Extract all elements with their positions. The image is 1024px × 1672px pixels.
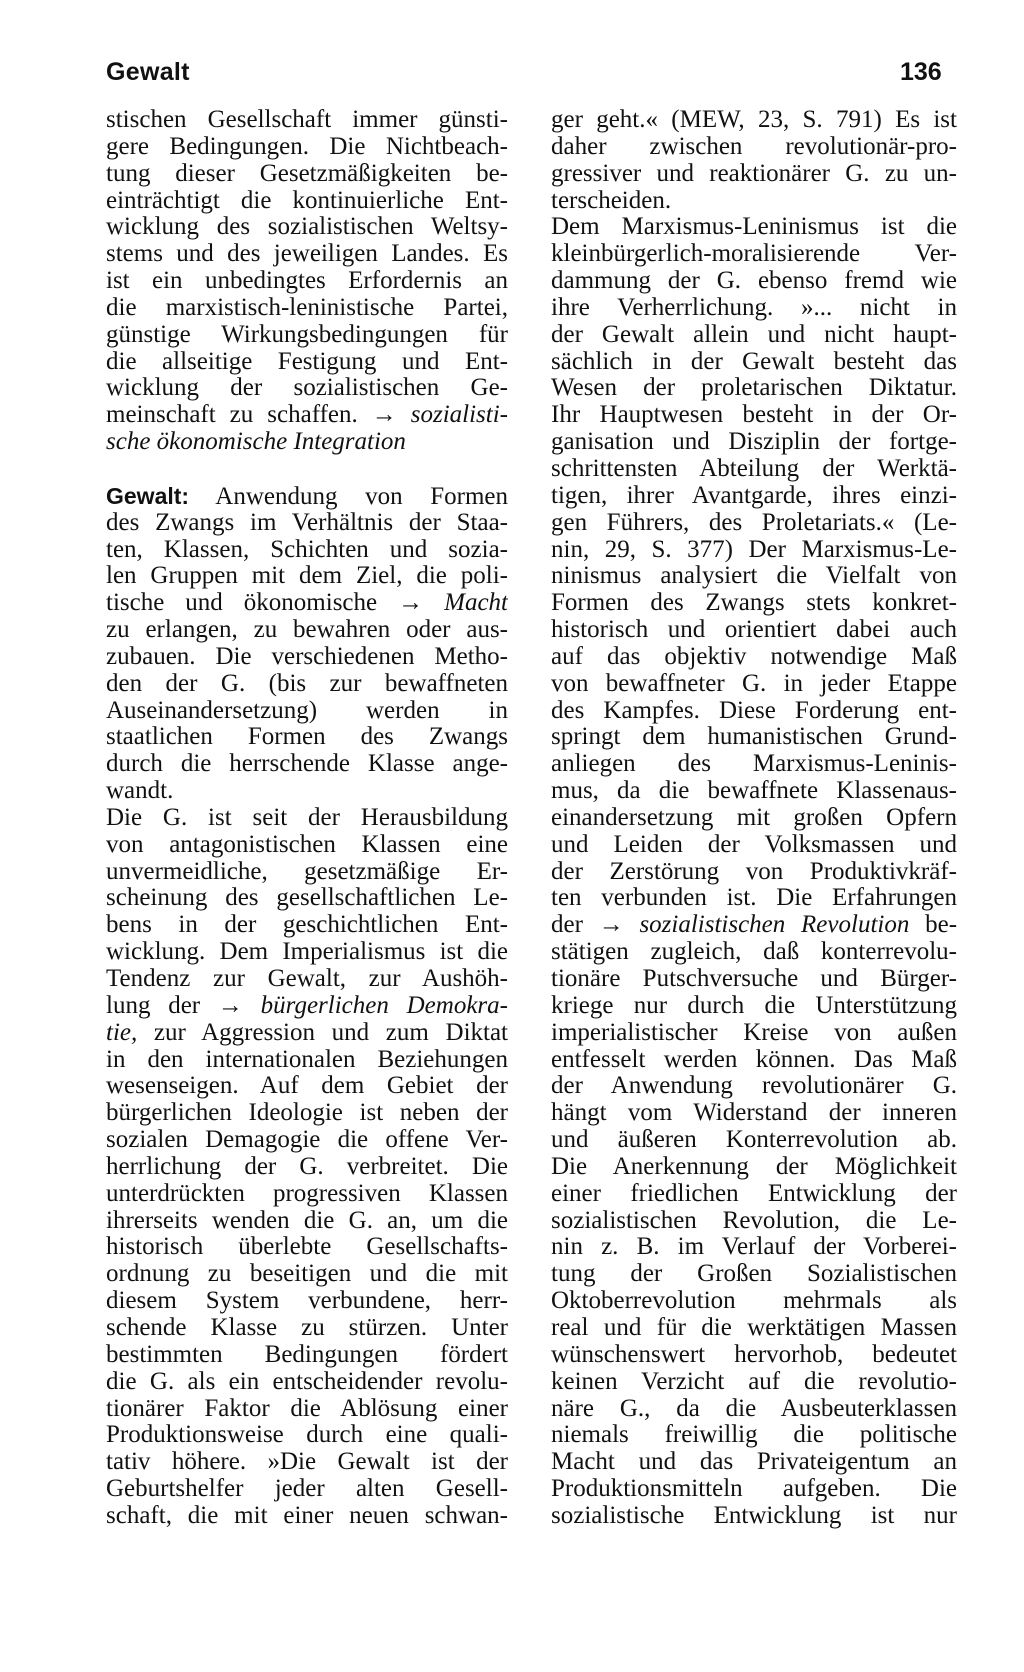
text-line bbox=[106, 402, 508, 429]
text-line bbox=[551, 993, 957, 1020]
text-segment: Produktionsmitteln aufgeben. Die bbox=[551, 1476, 957, 1503]
text-segment: gressiver und reaktionärer G. zu un- bbox=[551, 160, 957, 187]
text-segment: Wesen der proletarischen Diktatur. bbox=[551, 375, 957, 402]
text-line bbox=[551, 456, 957, 483]
text-line bbox=[551, 1020, 957, 1047]
text-line bbox=[106, 1422, 508, 1449]
text-line bbox=[551, 644, 957, 671]
text-line bbox=[106, 295, 508, 322]
text-line bbox=[551, 1476, 957, 1503]
text-line bbox=[106, 993, 508, 1020]
text-line bbox=[106, 1476, 508, 1503]
text-segment: in den internationalen Beziehungen bbox=[106, 1046, 508, 1073]
text-segment: scheinung des gesellschaftlichen Le- bbox=[106, 885, 508, 912]
text-line bbox=[106, 966, 508, 993]
text-segment: wicklung. Dem Imperialismus ist die bbox=[106, 939, 508, 966]
text-line bbox=[106, 1127, 508, 1154]
text-segment: der bbox=[551, 912, 599, 939]
cross-reference-term: sozialisti- bbox=[396, 402, 508, 429]
text-line bbox=[106, 429, 508, 456]
text-segment: tung dieser Gesetzmäßigkeiten be- bbox=[106, 160, 508, 187]
text-segment: diesem System verbundene, herr- bbox=[106, 1288, 508, 1315]
text-line bbox=[551, 349, 957, 376]
text-segment: Ihr Hauptwesen besteht in der Or- bbox=[551, 402, 957, 429]
text-segment: bens in der geschichtlichen Ent- bbox=[106, 912, 508, 939]
text-line bbox=[106, 939, 508, 966]
text-segment: sozialistischen Revolution, die Le- bbox=[551, 1207, 957, 1234]
text-segment: herrlichung der G. verbreitet. Die bbox=[106, 1153, 508, 1180]
text-line bbox=[106, 1020, 508, 1047]
text-line bbox=[551, 161, 957, 188]
text-segment: Anwendung von Formen bbox=[189, 482, 508, 510]
text-line bbox=[106, 510, 508, 537]
text-segment: unvermeidliche, gesetzmäßige Er- bbox=[106, 858, 508, 885]
text-segment: die G. als ein entscheidender revolu- bbox=[106, 1368, 508, 1395]
text-segment: gen Führers, des Proletariats.« (Le- bbox=[551, 509, 957, 536]
text-line bbox=[551, 1315, 957, 1342]
text-segment: Die G. ist seit der Herausbildung bbox=[106, 804, 508, 831]
text-segment: wandt. bbox=[106, 778, 174, 805]
text-line bbox=[551, 724, 957, 751]
text-line bbox=[106, 832, 508, 859]
cross-reference-term: tie, bbox=[106, 1019, 138, 1046]
text-segment: Tendenz zur Gewalt, zur Aushöh- bbox=[106, 966, 508, 992]
text-line bbox=[106, 483, 508, 510]
text-line bbox=[551, 1342, 957, 1369]
text-line bbox=[551, 859, 957, 886]
text-line bbox=[106, 698, 508, 725]
text-line bbox=[551, 698, 957, 725]
text-segment: Formen des Zwangs stets konkret- bbox=[551, 590, 957, 617]
text-segment: mus, da die bewaffnete Klassenaus- bbox=[551, 778, 957, 805]
text-segment: von antagonistischen Klassen eine bbox=[106, 831, 508, 858]
text-line bbox=[551, 510, 957, 537]
text-line bbox=[551, 214, 957, 241]
text-segment: einträchtigt die kontinuierliche Ent- bbox=[106, 187, 508, 214]
text-segment: sächlich in der Gewalt besteht das bbox=[551, 348, 957, 375]
text-line bbox=[106, 349, 508, 376]
text-segment: schende Klasse zu stürzen. Unter bbox=[106, 1314, 508, 1341]
text-segment: entfesselt werden können. Das Maß bbox=[551, 1046, 957, 1073]
text-segment: gere Bedingungen. Die Nichtbeach- bbox=[106, 133, 508, 160]
text-segment: bürgerlichen Ideologie ist neben der bbox=[106, 1100, 508, 1127]
text-line bbox=[106, 1181, 508, 1208]
text-segment: einandersetzung mit großen Opfern bbox=[551, 804, 957, 831]
text-segment: Auseinandersetzung) werden in bbox=[106, 697, 508, 724]
text-segment: sozialistische Entwicklung ist nur bbox=[551, 1502, 957, 1529]
cross-reference-arrow-icon: → bbox=[598, 912, 624, 939]
text-segment: stätigen zugleich, daß konterrevolu- bbox=[551, 939, 957, 966]
text-line bbox=[551, 590, 957, 617]
text-line bbox=[106, 322, 508, 349]
text-segment: Die Anerkennung der Möglichkeit bbox=[551, 1153, 957, 1180]
text-line bbox=[106, 644, 508, 671]
text-line bbox=[551, 375, 957, 402]
text-line bbox=[551, 1503, 957, 1530]
text-line bbox=[106, 805, 508, 832]
text-segment: meinschaft zu schaffen. bbox=[106, 402, 372, 429]
text-line bbox=[551, 751, 957, 778]
text-segment: ordnung zu beseitigen und die mit bbox=[106, 1261, 508, 1288]
paragraph-gap bbox=[106, 456, 508, 483]
text-line bbox=[106, 375, 508, 402]
text-segment: real und für die werktätigen Massen bbox=[551, 1314, 957, 1341]
text-segment: terscheiden. bbox=[551, 187, 672, 214]
text-segment: stischen Gesellschaft immer günsti- bbox=[106, 107, 508, 133]
text-line bbox=[551, 939, 957, 966]
text-line bbox=[551, 671, 957, 698]
text-segment: Geburtshelfer jeder alten Gesell- bbox=[106, 1476, 508, 1503]
text-segment: zur Aggression und zum Diktat bbox=[137, 1019, 508, 1046]
text-segment: nin, 29, S. 377) Der Marxismus-Le- bbox=[551, 536, 957, 563]
text-line bbox=[551, 134, 957, 161]
page-number: 136 bbox=[900, 58, 942, 86]
text-line bbox=[551, 1047, 957, 1074]
cross-reference-term: bürgerlichen Demokra- bbox=[242, 992, 508, 1019]
text-line bbox=[551, 241, 957, 268]
text-line bbox=[106, 724, 508, 751]
text-segment: kriege nur durch die Unterstützung bbox=[551, 992, 957, 1019]
text-segment: ninismus analysiert die Vielfalt von bbox=[551, 563, 957, 590]
text-line bbox=[551, 1127, 957, 1154]
text-segment: tativ höhere. »Die Gewalt ist der bbox=[106, 1449, 508, 1476]
text-line bbox=[551, 402, 957, 429]
cross-reference-term: Macht bbox=[423, 590, 508, 617]
text-line bbox=[106, 590, 508, 617]
text-segment: ten, Klassen, Schichten und sozia- bbox=[106, 536, 508, 563]
text-segment: ganisation und Disziplin der fortge- bbox=[551, 429, 957, 456]
text-segment: den der G. (bis zur bewaffneten bbox=[106, 670, 508, 697]
text-line bbox=[551, 1234, 957, 1261]
text-line bbox=[551, 1073, 957, 1100]
text-segment: kleinbürgerlich-moralisierende Ver- bbox=[551, 241, 957, 268]
text-segment: durch die herrschende Klasse ange- bbox=[106, 751, 508, 778]
text-line bbox=[551, 885, 957, 912]
text-segment: tung der Großen Sozialistischen bbox=[551, 1261, 957, 1288]
text-line bbox=[106, 912, 508, 939]
text-line bbox=[106, 214, 508, 241]
running-head-title: Gewalt bbox=[106, 58, 190, 86]
text-line bbox=[106, 1315, 508, 1342]
text-segment: schrittensten Abteilung der Werktä- bbox=[551, 455, 957, 482]
text-segment: die allseitige Festigung und Ent- bbox=[106, 348, 508, 375]
text-segment: tigen, ihrer Avantgarde, ihres einzi- bbox=[551, 482, 957, 509]
text-line bbox=[106, 107, 508, 134]
text-segment: wesenseigen. Auf dem Gebiet der bbox=[106, 1073, 508, 1100]
text-segment: hängt vom Widerstand der inneren bbox=[551, 1100, 957, 1127]
right-text-column bbox=[551, 107, 957, 1530]
text-segment: historisch überlebte Gesellschafts- bbox=[106, 1234, 508, 1261]
text-line bbox=[551, 966, 957, 993]
text-segment: unterdrückten progressiven Klassen bbox=[106, 1180, 508, 1207]
text-segment: Macht und das Privateigentum an bbox=[551, 1449, 957, 1476]
text-segment: staatlichen Formen des Zwangs bbox=[106, 724, 508, 751]
text-segment: ist ein unbedingtes Erfordernis an bbox=[106, 268, 508, 295]
text-segment: Dem Marxismus-Leninismus ist die bbox=[551, 214, 957, 241]
text-line bbox=[106, 1154, 508, 1181]
text-segment: len Gruppen mit dem Ziel, die poli- bbox=[106, 563, 508, 590]
text-segment: und äußeren Konterrevolution ab. bbox=[551, 1127, 957, 1154]
text-line bbox=[551, 1154, 957, 1181]
text-segment: von bewaffneter G. in jeder Etappe bbox=[551, 670, 957, 697]
text-line bbox=[551, 1422, 957, 1449]
entry-keyword: Gewalt: bbox=[106, 482, 190, 509]
text-line bbox=[551, 805, 957, 832]
text-line bbox=[106, 1342, 508, 1369]
text-line bbox=[106, 751, 508, 778]
text-segment: imperialistischer Kreise von außen bbox=[551, 1019, 957, 1046]
text-segment: historisch und orientiert dabei auch bbox=[551, 617, 957, 644]
text-line bbox=[551, 1449, 957, 1476]
text-line bbox=[551, 563, 957, 590]
cross-reference-term: sozialistischen Revolution bbox=[623, 912, 910, 939]
text-segment: sozialen Demagogie die offene Ver- bbox=[106, 1127, 508, 1154]
text-line bbox=[106, 671, 508, 698]
text-line bbox=[551, 1288, 957, 1315]
text-line bbox=[106, 1503, 508, 1530]
text-line bbox=[551, 1396, 957, 1423]
cross-reference-arrow-icon: → bbox=[398, 590, 424, 617]
text-segment: Produktionsweise durch eine quali- bbox=[106, 1422, 508, 1449]
text-line bbox=[551, 1208, 957, 1235]
text-line bbox=[551, 617, 957, 644]
text-line bbox=[106, 1100, 508, 1127]
text-line bbox=[106, 1261, 508, 1288]
text-segment: günstige Wirkungsbedingungen für bbox=[106, 321, 508, 348]
text-line bbox=[551, 188, 957, 215]
text-segment: ger geht.« (MEW, 23, S. 791) Es ist bbox=[551, 107, 957, 133]
text-line bbox=[106, 241, 508, 268]
text-segment: wicklung der sozialistischen Ge- bbox=[106, 375, 508, 402]
text-segment: auf das objektiv notwendige Maß bbox=[551, 643, 957, 670]
text-line bbox=[551, 778, 957, 805]
text-segment: ihrerseits wenden die G. an, um die bbox=[106, 1207, 508, 1234]
text-segment: dammung der G. ebenso fremd wie bbox=[551, 268, 957, 295]
text-line bbox=[106, 537, 508, 564]
text-line bbox=[106, 1073, 508, 1100]
text-line bbox=[106, 134, 508, 161]
cross-reference-arrow-icon: → bbox=[371, 402, 397, 429]
text-segment: wünschenswert hervorhob, bedeutet bbox=[551, 1341, 957, 1368]
text-line bbox=[106, 1396, 508, 1423]
text-line bbox=[106, 1449, 508, 1476]
text-line bbox=[106, 778, 508, 805]
text-segment: daher zwischen revolutionär-pro- bbox=[551, 133, 957, 160]
text-segment: des Zwangs im Verhältnis der Staa- bbox=[106, 509, 508, 536]
text-segment: und Leiden der Volksmassen und bbox=[551, 831, 957, 858]
text-line bbox=[106, 885, 508, 912]
text-segment: schaft, die mit einer neuen schwan- bbox=[106, 1502, 508, 1529]
text-segment: niemals freiwillig die politische bbox=[551, 1422, 957, 1449]
text-segment: der Zerstörung von Produktivkräf- bbox=[551, 858, 957, 885]
text-segment: einer friedlichen Entwicklung der bbox=[551, 1180, 957, 1207]
text-segment: näre G., da die Ausbeuterklassen bbox=[551, 1395, 957, 1422]
text-segment: be- bbox=[909, 912, 957, 939]
text-segment: der Gewalt allein und nicht haupt- bbox=[551, 321, 957, 348]
cross-reference-term: sche ökonomische Integration bbox=[106, 429, 406, 456]
text-line bbox=[106, 617, 508, 644]
left-text-column bbox=[106, 107, 508, 1530]
text-segment: tionäre Putschversuche und Bürger- bbox=[551, 966, 957, 992]
text-line bbox=[551, 832, 957, 859]
text-line bbox=[106, 161, 508, 188]
text-line bbox=[551, 322, 957, 349]
text-segment: lung der bbox=[106, 992, 218, 1019]
text-line bbox=[551, 429, 957, 456]
text-segment: keinen Verzicht auf die revolutio- bbox=[551, 1368, 957, 1395]
text-line bbox=[551, 537, 957, 564]
text-line bbox=[106, 268, 508, 295]
text-line bbox=[106, 859, 508, 886]
text-line bbox=[551, 1261, 957, 1288]
text-line bbox=[551, 1100, 957, 1127]
text-line bbox=[106, 1288, 508, 1315]
text-line bbox=[551, 1181, 957, 1208]
text-segment: zubauen. Die verschiedenen Metho- bbox=[106, 643, 508, 670]
text-segment: ten verbunden ist. Die Erfahrungen bbox=[551, 885, 957, 912]
text-line bbox=[551, 295, 957, 322]
text-line bbox=[106, 1208, 508, 1235]
text-line bbox=[551, 1369, 957, 1396]
text-segment: tische und ökonomische bbox=[106, 590, 399, 617]
text-line bbox=[551, 268, 957, 295]
text-line bbox=[551, 483, 957, 510]
text-segment: ihre Verherrlichung. »... nicht in bbox=[551, 294, 957, 321]
text-line bbox=[106, 1369, 508, 1396]
text-line bbox=[106, 1234, 508, 1261]
text-line bbox=[106, 1047, 508, 1074]
text-line bbox=[551, 912, 957, 939]
text-segment: stems und des jeweiligen Landes. Es bbox=[106, 241, 508, 268]
text-segment: springt dem humanistischen Grund- bbox=[551, 724, 957, 751]
cross-reference-arrow-icon: → bbox=[217, 992, 243, 1019]
text-line bbox=[106, 563, 508, 590]
text-segment: der Anwendung revolutionärer G. bbox=[551, 1073, 957, 1100]
text-segment: Oktoberrevolution mehrmals als bbox=[551, 1288, 957, 1315]
text-line bbox=[551, 107, 957, 134]
text-segment: die marxistisch-leninistische Partei, bbox=[106, 294, 508, 321]
text-segment: anliegen des Marxismus-Leninis- bbox=[551, 751, 957, 778]
text-segment: tionärer Faktor die Ablösung einer bbox=[106, 1395, 508, 1422]
text-segment: des Kampfes. Diese Forderung ent- bbox=[551, 697, 957, 724]
text-line bbox=[106, 188, 508, 215]
text-segment: bestimmten Bedingungen fördert bbox=[106, 1341, 508, 1368]
text-segment: nin z. B. im Verlauf der Vorberei- bbox=[551, 1234, 957, 1261]
text-segment: zu erlangen, zu bewahren oder aus- bbox=[106, 617, 508, 644]
text-segment: wicklung des sozialistischen Weltsy- bbox=[106, 214, 508, 241]
